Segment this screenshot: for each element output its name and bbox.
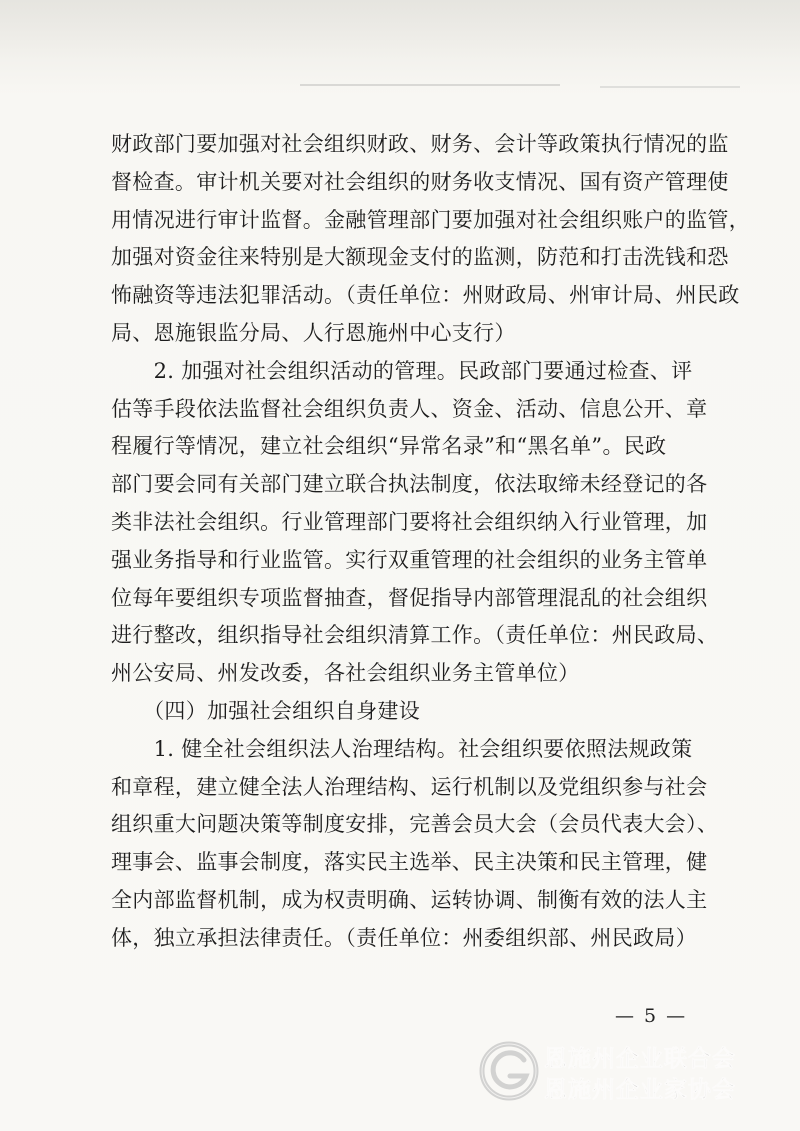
text-line: 和章程，建立健全法人治理结构、运行机制以及党组织参与社会	[111, 774, 708, 799]
text-line: 理事会、监事会制度，落实民主选举、民主决策和民主管理，健	[111, 850, 708, 875]
watermark-line: 恩施州企业家协会	[544, 1077, 736, 1103]
text-line: 部门要会同有关部门建立联合执法制度，依法取缔未经登记的各	[111, 472, 708, 497]
text-line: 全内部监督机制，成为权责明确、运转协调、制衡有效的法人主	[111, 887, 708, 912]
text-line: 组织重大问题决策等制度安排，完善会员大会（会员代表大会）、	[111, 812, 719, 837]
watermark-line: 恩施州企业联合会	[544, 1046, 736, 1072]
document-body	[111, 126, 750, 958]
text-line: 程履行等情况，建立社会组织“异常名录”和“黑名单”。民政	[111, 434, 667, 459]
text-line: 督检查。审计机关要对社会组织的财务收支情况、国有资产管理使	[111, 169, 729, 194]
text-line: 用情况进行审计监督。金融管理部门要加强对社会组织账户的监管，	[111, 207, 750, 232]
text-line: 怖融资等违法犯罪活动。（责任单位：州财政局、州审计局、州民政	[111, 283, 740, 308]
section-heading: （四）加强社会组织自身建设	[111, 698, 420, 723]
text-line: 估等手段依法监督社会组织负责人、资金、活动、信息公开、章	[111, 396, 708, 421]
text-line: 进行整改，组织指导社会组织清算工作。（责任单位：州民政局、	[111, 623, 719, 648]
logo-icon	[478, 1040, 540, 1102]
text-line: 位每年要组织专项监督抽查，督促指导内部管理混乱的社会组织	[111, 585, 708, 610]
text-line: 强业务指导和行业监管。实行双重管理的社会组织的业务主管单	[111, 547, 708, 572]
text-line: 财政部门要加强对社会组织财政、财务、会计等政策执行情况的监	[111, 132, 729, 156]
scan-streak	[600, 86, 740, 88]
scan-shadow	[0, 0, 800, 95]
text-line: 体，独立承担法律责任。（责任单位：州委组织部、州民政局）	[111, 925, 697, 950]
text-line: 类非法社会组织。行业管理部门要将社会组织纳入行业管理，加	[111, 509, 708, 534]
page-number: — 5 —	[615, 1005, 688, 1027]
text-line: 州公安局、州发改委，各社会组织业务主管单位）	[111, 661, 580, 686]
text-line: 局、恩施银监分局、人行恩施州中心支行）	[111, 320, 516, 345]
text-line: 1. 健全社会组织法人治理结构。社会组织要依照法规政策	[111, 736, 693, 761]
watermark	[478, 1036, 788, 1106]
text-line: 2. 加强对社会组织活动的管理。民政部门要通过检查、评	[111, 358, 693, 383]
scan-streak	[300, 84, 560, 86]
text-line: 加强对资金往来特别是大额现金支付的监测，防范和打击洗钱和恐	[111, 245, 729, 270]
